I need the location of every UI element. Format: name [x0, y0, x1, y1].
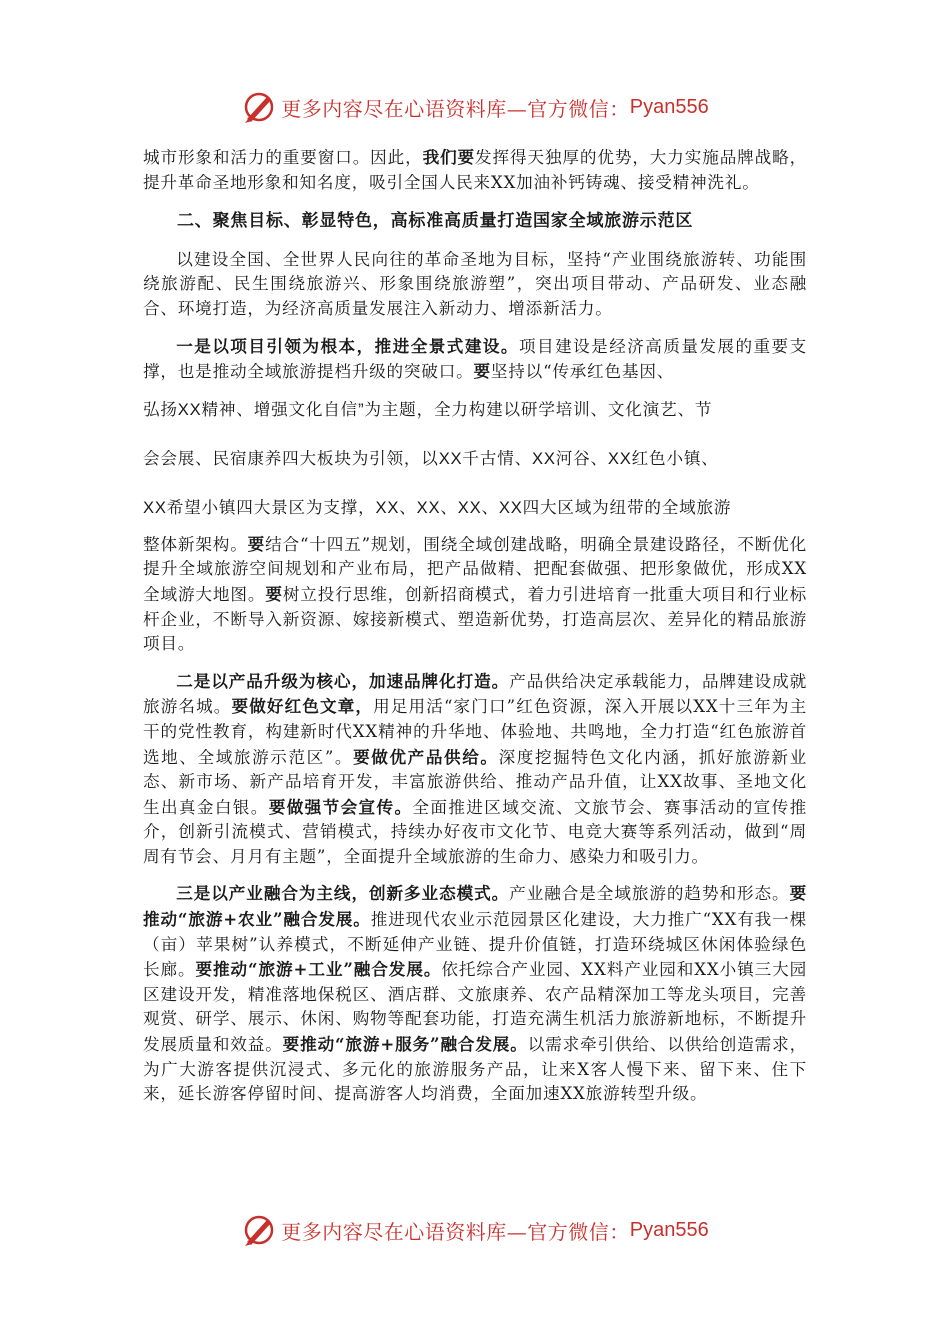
p5-bold-3: 要推动“旅游+工业”融合发展。 — [195, 959, 442, 980]
p3-line-3: 弘扬XX精神、增强文化自信”为主题，全力构建以研学培训、文化演艺、节 — [143, 399, 713, 419]
p3-bold-3: 要 — [247, 533, 266, 554]
document-body — [143, 145, 807, 1107]
p3-text-e: 结合“十四五”规划，围绕全域创建战略，明确全景建设路径，不断优化提升全域旅游空间规划和产业布局，把产品做精、把配套做强、把形象做优，形成XX全域游大地图。 — [143, 534, 807, 604]
p1-text-c: 发挥得天独厚的优势，大力实施品牌战略，提升革命圣地形象和知名度，吸引全国人民来XX加油补钙铸魂、接受精神洗礼。 — [143, 148, 807, 192]
paragraph-1 — [143, 145, 807, 195]
p4-text-a: 产品供给决定承载能力，品牌建设成就旅游名城。 — [143, 671, 807, 717]
p3-text-a: 项目建设是经济高质量发展的重要支撑，也是推动全域旅游提档升级的突破口。 — [143, 336, 807, 382]
section-heading-2: 二、聚焦目标、彰显特色，高标准高质量打造国家全域旅游示范区 — [177, 211, 694, 232]
p4-bold-2: 要做好红色文章， — [231, 696, 374, 717]
p3-line-4: 会会展、民宿康养四大板块为引领，以XX千古情、XX河谷、XX红色小镇、 — [143, 448, 719, 468]
p4-text-e: 全面推进区域交流、文旅节会、赛事活动的宣传推介，创新引流模式、营销模式，持续办好夜市文化节、电竞大赛等系列活动，做到“周周有节会、月月有主题”，全面提升全域旅游的生命力、感染力和吸引力。 — [143, 797, 807, 866]
p4-bold-4: 要做强节会宣传。 — [268, 796, 413, 817]
footer-wechat-id: Pyan556 — [629, 1218, 709, 1241]
p3-text-f: 树立投行思维，创新招商模式，着力引进培育一批重大项目和行业标杆企业，不断导入新资源、嫁接新模式、塑造新优势，打造高层次、差异化的精品旅游项目。 — [143, 584, 807, 654]
paragraph-4 — [143, 669, 807, 870]
p5-bold-2: 要推动“旅游+农业”融合发展。 — [143, 883, 807, 930]
footer-text: 更多内容尽在心语资料库—官方微信： — [281, 1219, 630, 1244]
p5-bold-lead: 三是以产业融合为主线，创新多业态模式。 — [176, 883, 510, 904]
paragraph-2: 以建设全国、全世界人民向往的革命圣地为目标，坚持“产业围绕旅游转、功能围绕旅游配、民生围绕旅游兴、形象围绕旅游塑”，突出项目带动、产品研发、业态融合、环境打造，为经济高质量发展注入新动力、增添新活力。 — [143, 249, 807, 318]
p3-bold-4: 要 — [265, 583, 283, 604]
paragraph-5 — [143, 881, 807, 1106]
p5-text-e: 以需求牵引供给、以供给创造需求，为广大游客提供沉浸式、多元化的旅游服务产品，让来X客人慢下来、留下来、住下来，延长游客停留时间、提高游客人均消费，全面加速XX旅游转型升级。 — [143, 1035, 807, 1104]
p5-text-d: 依托综合产业园、XX料产业园和XX小镇三大园区建设开发，精准落地保税区、酒店群、文旅康养、农产品精深加工等龙头项目，完善观赏、研学、展示、休闲、购物等配套功能，打造充满生机活力旅游新地标，不断提升发展质量和效益。 — [143, 960, 807, 1055]
pen-circle-logo-icon — [241, 89, 277, 125]
p4-bold-3: 要做优产品供给。 — [353, 746, 499, 767]
p5-text-c: 推进现代农业示范园景区化建设，大力推广“XX有我一棵（亩）苹果树”认养模式，不断延伸产业链、提升价值链，打造环绕城区休闲体验绿色长廊。 — [143, 910, 807, 980]
p4-bold-lead: 二是以产品升级为核心，加速品牌化打造。 — [176, 670, 510, 691]
p5-bold-4: 要推动“旅游+服务”融合发展。 — [282, 1034, 528, 1055]
p3-line-5: XX希望小镇四大景区为支撑，XX、XX、XX、XX四大区域为纽带的全域旅游 — [143, 497, 732, 517]
p1-text-a: 城市形象和活力的重要窗口。因此， — [143, 148, 423, 167]
p3-bold-2: 要 — [473, 361, 491, 382]
p3-bold-lead: 一是以项目引领为根本，推进全景式建设。 — [176, 335, 519, 356]
p4-text-d: 深度挖掘特色文化内涵，抓好旅游新业态、新市场、新产品培育开发，丰富旅游供给、推动产品升值，让XX故事、圣地文化生出真金白银。 — [143, 747, 807, 817]
header-wechat-id: Pyan556 — [629, 95, 709, 118]
paragraph-3 — [143, 334, 807, 385]
header-banner — [0, 87, 950, 127]
p4-text-c: 用足用活“家门口”红色资源，深入开展以XX十三年为主干的党性教育，构建新时代XX精神的升华地、体验地、共鸣地，全力打造“红色旅游首选地、全域旅游示范区”。 — [143, 697, 807, 767]
p1-bold: 我们要 — [422, 147, 476, 167]
pen-circle-logo-icon — [241, 1212, 277, 1248]
header-text: 更多内容尽在心语资料库—官方微信： — [281, 96, 630, 121]
p5-text-a: 产业融合是全域旅游的趋势和形态。 — [509, 884, 790, 904]
footer-banner — [0, 1210, 950, 1250]
paragraph-3-cont — [143, 532, 807, 657]
p3-text-d: 整体新架构。 — [143, 534, 248, 554]
p3-text-c: 坚持以“传承红色基因、 — [490, 362, 675, 382]
